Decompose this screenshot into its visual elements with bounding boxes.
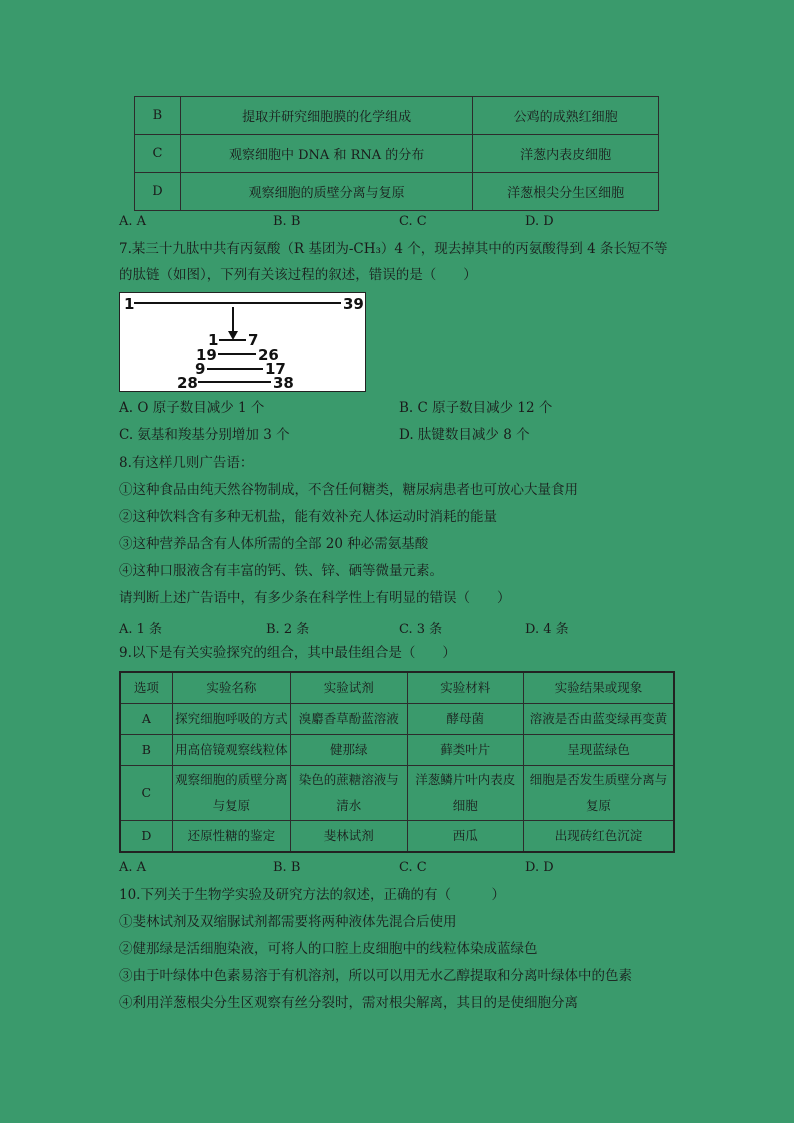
table-row: [135, 97, 659, 135]
table-cell: 细胞是否发生质壁分离与复原: [523, 766, 674, 821]
q10-item-2: ②健那绿是活细胞染液，可将人的口腔上皮细胞中的线粒体染成蓝绿色: [119, 941, 538, 957]
q8-item-2: ②这种饮料含有多种无机盐，能有效补充人体运动时消耗的能量: [119, 509, 497, 525]
q10-item-4: ④利用洋葱根尖分生区观察有丝分裂时，需对根尖解离，其目的是使细胞分离: [119, 995, 578, 1011]
column-header: 实验结果或现象: [523, 672, 674, 704]
table-cell: 染色的蔗糖溶液与清水: [291, 766, 407, 821]
q7-stem-line2: 的肽链（如图），下列有关该过程的叙述，错误的是（ ）: [119, 267, 477, 283]
table-cell: C: [135, 135, 181, 173]
table-cell: A: [120, 704, 172, 735]
q8-question: 请判断上述广告语中，有多少条在科学性上有明显的错误（ ）: [119, 590, 511, 606]
table-cell: 出现砖红色沉淀: [523, 821, 674, 853]
experiment-table-top: [134, 96, 659, 211]
q7-option-d: D. 肽键数目减少 8 个: [399, 427, 530, 443]
table-cell: 公鸡的成熟红细胞: [473, 97, 659, 135]
table-cell: 溴麝香草酚蓝溶液: [291, 704, 407, 735]
table-cell: 呈现蓝绿色: [523, 735, 674, 766]
table-cell: 还原性糖的鉴定: [172, 821, 290, 853]
table-cell: 洋葱根尖分生区细胞: [473, 173, 659, 211]
diagram-chain1-start: 1: [208, 331, 219, 349]
q9-option-d: D. D: [525, 860, 554, 875]
arrow-down-icon: [228, 331, 238, 340]
q8-item-4: ④这种口服液含有丰富的钙、铁、锌、硒等微量元素。: [119, 563, 443, 579]
q9-option-c: C. C: [399, 860, 427, 875]
table-cell: 藓类叶片: [407, 735, 523, 766]
q9-option-a: A. A: [119, 860, 147, 875]
q7-stem-line1: 7.某三十九肽中共有丙氨酸（R 基团为-CH₃）4 个，现去掉其中的丙氨酸得到 4 条长短不等: [119, 241, 668, 257]
diagram-chain2-end: 26: [258, 346, 279, 364]
q8-stem: 8.有这样几则广告语：: [119, 455, 254, 471]
table-cell: 提取并研究细胞膜的化学组成: [180, 97, 472, 135]
q6-option-b: B. B: [273, 214, 301, 229]
q7-option-c: C. 氨基和羧基分别增加 3 个: [119, 427, 290, 443]
table-cell: 观察细胞的质壁分离与复原: [172, 766, 290, 821]
q10-item-1: ①斐林试剂及双缩脲试剂都需要将两种液体先混合后使用: [119, 914, 457, 930]
table-cell: 西瓜: [407, 821, 523, 853]
table-row: [135, 135, 659, 173]
q8-item-3: ③这种营养品含有人体所需的全部 20 种必需氨基酸: [119, 536, 429, 552]
table-cell: 洋葱内表皮细胞: [473, 135, 659, 173]
peptide-chain-diagram: [119, 292, 366, 392]
diagram-top-start: 1: [124, 295, 135, 313]
diagram-chain4-end: 38: [273, 374, 294, 391]
diagram-chain3-start: 9: [195, 360, 206, 378]
table-cell: 酵母菌: [407, 704, 523, 735]
q6-option-d: D. D: [525, 214, 554, 229]
table-cell: C: [120, 766, 172, 821]
column-header: 实验名称: [172, 672, 290, 704]
table-cell: D: [120, 821, 172, 853]
q10-item-3: ③由于叶绿体中色素易溶于有机溶剂，所以可以用无水乙醇提取和分离叶绿体中的色素: [119, 968, 632, 984]
table-cell: 健那绿: [291, 735, 407, 766]
table-cell: 溶液是否由蓝变绿再变黄: [523, 704, 674, 735]
column-header: 选项: [120, 672, 172, 704]
table-cell: 用高倍镜观察线粒体: [172, 735, 290, 766]
table-row: [120, 704, 674, 735]
q8-option-a: A. 1 条: [119, 622, 163, 637]
q8-option-c: C. 3 条: [399, 622, 443, 637]
q8-option-b: B. 2 条: [266, 622, 310, 637]
q8-option-d: D. 4 条: [525, 622, 569, 637]
q8-item-1: ①这种食品由纯天然谷物制成，不含任何糖类，糖尿病患者也可放心大量食用: [119, 482, 578, 498]
q9-option-b: B. B: [273, 860, 301, 875]
table-cell: 观察细胞的质壁分离与复原: [180, 173, 472, 211]
table-cell: 斐林试剂: [291, 821, 407, 853]
q7-option-b: B. C 原子数目减少 12 个: [399, 400, 553, 416]
experiment-combination-table: [119, 671, 675, 853]
table-cell: B: [120, 735, 172, 766]
q6-option-a: A. A: [119, 214, 147, 229]
diagram-chain3-end: 17: [265, 360, 286, 378]
table-cell: D: [135, 173, 181, 211]
diagram-chain4-start: 28: [177, 374, 198, 391]
diagram-chain2-start: 19: [196, 346, 217, 364]
q6-option-c: C. C: [399, 214, 427, 229]
q9-stem: 9.以下是有关实验探究的组合，其中最佳组合是（ ）: [119, 645, 456, 661]
table-row: [135, 173, 659, 211]
column-header: 实验材料: [407, 672, 523, 704]
table-cell: 洋葱鳞片叶内表皮细胞: [407, 766, 523, 821]
table-row: [120, 735, 674, 766]
table-row: [120, 821, 674, 853]
table-cell: 观察细胞中 DNA 和 RNA 的分布: [180, 135, 472, 173]
q7-option-a: A. O 原子数目减少 1 个: [119, 400, 265, 416]
column-header: 实验试剂: [291, 672, 407, 704]
table-row: [120, 766, 674, 821]
table-cell: B: [135, 97, 181, 135]
diagram-chain1-end: 7: [248, 331, 259, 349]
table-cell: 探究细胞呼吸的方式: [172, 704, 290, 735]
diagram-top-end: 39: [343, 295, 364, 313]
q10-stem: 10.下列关于生物学实验及研究方法的叙述，正确的有（ ）: [119, 887, 505, 903]
table-header-row: [120, 672, 674, 704]
